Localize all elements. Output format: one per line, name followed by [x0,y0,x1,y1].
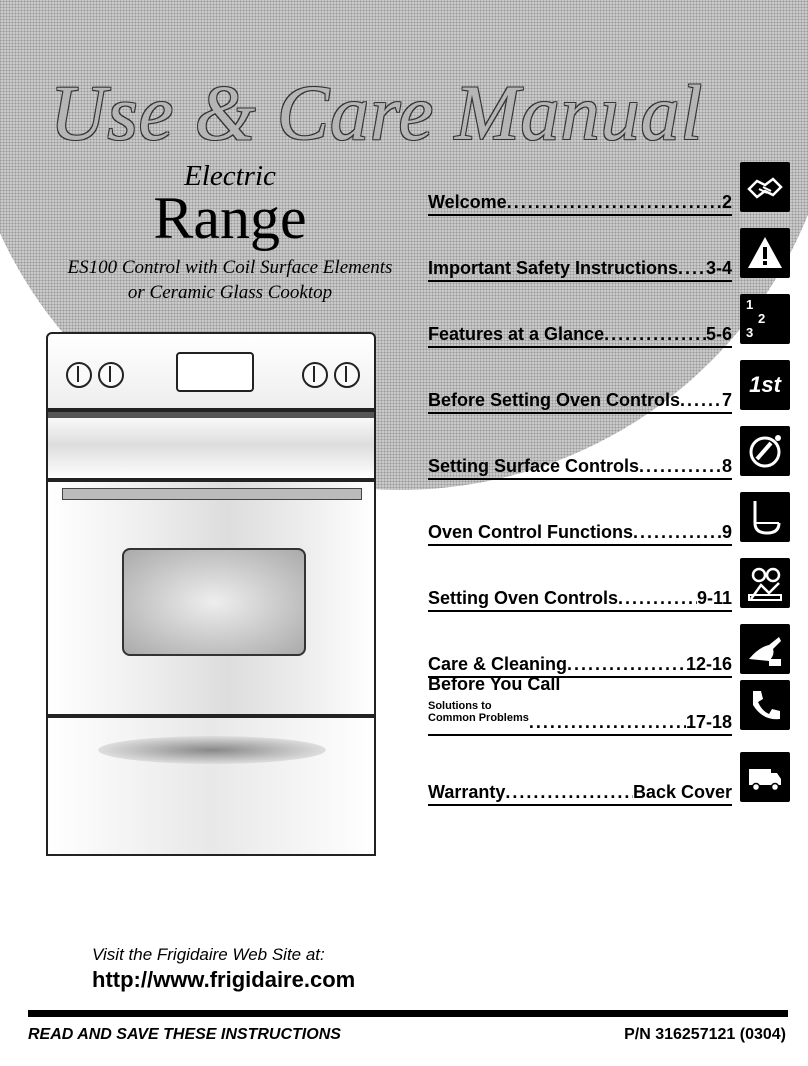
toc-entry-surface-controls[interactable] [428,424,790,480]
toc-entry-oven-controls[interactable] [428,556,790,612]
toc-rule [428,280,732,282]
toc-entry-features[interactable] [428,292,790,348]
toc-rule [428,214,732,216]
handshake-icon [740,162,790,212]
toc-entry-safety[interactable] [428,226,790,282]
website-url-link[interactable]: http://www.frigidaire.com [92,967,356,992]
toc-entry-care-cleaning[interactable] [428,622,790,678]
step-three-label: 3 [746,325,754,340]
toc-entry-before-you-call[interactable] [428,674,790,736]
numbered-steps-icon [740,294,790,344]
toc-entry-oven-functions[interactable] [428,490,790,546]
oven-window [122,548,306,656]
manual-title: Use & Care Manual [50,69,704,156]
toc-rule [428,544,732,546]
product-desc-line1: ES100 Control with Coil Surface Elements [67,257,393,278]
toc-page: 3-4 [705,258,732,278]
product-block [30,160,430,305]
toc-page: 5-6 [705,324,732,344]
toc-sub-line1: Solutions to [428,700,492,712]
website-visit-text: Visit the Frigidaire Web Site at: [92,945,325,964]
toc-label: Setting Oven Controls [428,588,619,608]
range-drawer [46,716,376,856]
toc-sub-line2: Common Problems [428,712,529,724]
product-type: Range [153,185,307,251]
toc-rule [428,610,732,612]
finger-press-icon [740,492,790,542]
toc-page: 12-16 [685,654,732,674]
toc-rule [428,478,732,480]
toc-entry-warranty[interactable] [428,750,790,806]
toc-page: 8 [721,456,732,476]
drawer-handle [98,736,326,764]
knob-icon [66,362,92,388]
toc-label: Before You Call [428,674,561,694]
toc-page: 9 [721,522,732,542]
toc-rule [428,412,732,414]
knob-icon [302,362,328,388]
toc-label: Setting Surface Controls [428,456,640,476]
toc-page: 2 [721,192,732,212]
knob-icon [334,362,360,388]
step-one-label: 1 [746,297,754,312]
first-label: 1st [749,372,781,397]
oven-hand-icon [740,558,790,608]
toc-label: Warranty [428,782,506,802]
surface-knob-icon [740,426,790,476]
oven-handle [62,488,362,500]
toc-label: Features at a Glance [428,324,605,344]
product-desc-line2: or Ceramic Glass Cooktop [127,282,333,303]
phone-icon [740,680,790,730]
toc-page: 9-11 [696,588,732,608]
knob-icon [98,362,124,388]
part-number: P/N 316257121 (0304) [624,1026,786,1043]
toc-entry-welcome[interactable] [428,160,790,216]
read-save-instructions: READ AND SAVE THESE INSTRUCTIONS [28,1026,341,1043]
toc-rule [428,346,732,348]
toc-page: Back Cover [632,782,732,802]
toc-rule [428,734,732,736]
cleaning-hand-icon [740,624,790,674]
step-two-label: 2 [758,311,766,326]
toc-label: Before Setting Oven Controls [428,390,681,410]
toc-label: Oven Control Functions [428,522,633,542]
toc-entry-before-setting[interactable] [428,358,790,414]
toc-page: 17-18 [685,712,732,732]
range-backguard [46,332,376,410]
toc-label: Care & Cleaning [428,654,568,674]
warning-icon [740,228,790,278]
toc-label: Welcome [428,192,507,212]
toc-label: Important Safety Instructions [428,258,679,278]
product-line: Electric [184,160,276,192]
range-illustration [46,332,376,856]
range-cooktop [46,410,376,480]
first-icon [740,360,790,410]
toc-rule [428,804,732,806]
product-description [30,255,430,305]
footer-divider [28,1010,788,1017]
range-oven-door [46,480,376,716]
truck-icon [740,752,790,802]
control-display [176,352,254,392]
toc-page: 7 [721,390,732,410]
